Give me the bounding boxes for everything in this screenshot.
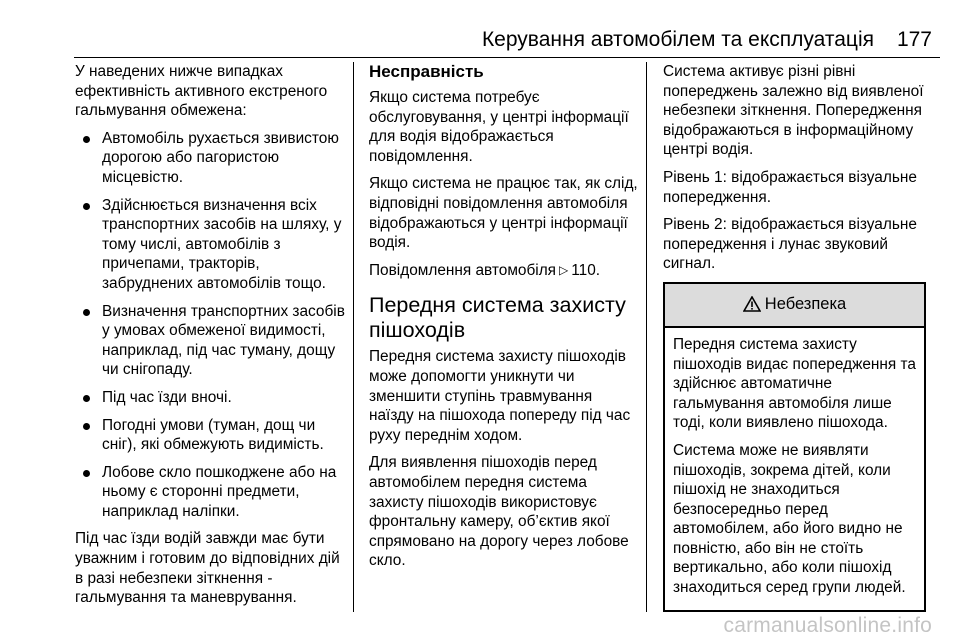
paragraph: Для виявлення пішоходів перед автомобілем передня система захисту пішоходів використовує фронтальну камеру, об’єктив якої спрямовано на дорогу через лобове скло. [369,454,629,570]
list-item: Автомобіль рухається звивистою дорогою або пагористою місцевістю. [75,129,347,188]
list-item: Визначення транспортних засобів у умовах обмеженої видимості, наприклад, під час туману, дощу чи снігопаду. [75,302,347,380]
paragraph: Якщо система потребує обслуговування, у центрі інформації для водія відображається повідомлення. [369,89,629,165]
warning-box [663,282,926,612]
column-3 [663,62,926,612]
bullet-icon [83,470,90,477]
paragraph: Передня система захисту пішоходів видає попередження та здійснює автоматичне гальмування автомобіля лише тоді, коли виявлено пішохода. [673,335,916,432]
warning-body [665,328,924,610]
section-title: Передня система захисту пішоходів [369,293,626,343]
page-title: Керування автомобілем та експлуатація [481,28,874,51]
bullet-icon [83,136,90,143]
paragraph: Рівень 1: відображається візуальне попередження. [663,168,917,206]
page-reference-icon: ▷ [559,262,569,277]
cross-reference: Повідомлення автомобіля ▷ 110. [369,261,601,279]
list-item: Під час їзди вночі. [75,388,347,408]
list-item: Лобове скло пошкоджене або на ньому є сторонні предмети, наприклад наліпки. [75,463,347,522]
column-1 [75,62,347,616]
paragraph: Система може не виявляти пішоходів, зокрема дітей, коли пішохід не знаходиться безпосередньо перед автомобілем, або його видно не повністю, або він не стоїть вертикально, або коли пішохід знаходиться серед групи людей. [673,441,906,597]
limitations-list [75,129,347,522]
page-header [0,0,960,58]
list-item: Погодні умови (туман, дощ чи сніг), які обмежують видимість. [75,416,347,455]
reference-link[interactable]: 110. [571,261,601,279]
column-divider [353,62,354,612]
intro-paragraph: У наведених нижче випадках ефективність активного екстреного гальмування обмежена: [75,63,328,120]
header-rule [74,57,940,58]
bullet-icon [83,309,90,316]
page-number: 177 [896,28,932,51]
paragraph: Рівень 2: відображається візуальне попередження і лунає звуковий сигнал. [663,216,917,273]
paragraph: Якщо система не працює так, як слід, відповідні повідомлення автомобіля відображаються у центрі інформації водія. [369,175,638,252]
bullet-icon [83,203,90,210]
bullet-icon [83,423,90,430]
watermark: carmanualsonline.info [723,614,932,637]
warning-title: Небезпека [764,295,847,314]
warning-header [665,284,924,328]
subheading-malfunction: Несправність [369,62,484,81]
paragraph: Передня система захисту пішоходів може допомогти уникнути чи зменшити ступінь травмування наїзду на пішохода попереду під час руху переднім ходом. [369,348,631,444]
bullet-icon [83,395,90,402]
outro-paragraph: Під час їзди водій завжди має бути уважним і готовим до відповідних дій в разі небезпеки зіткнення - гальмування та маневрування. [75,530,340,607]
column-2 [369,62,639,579]
list-item: Здійснюється визначення всіх транспортних засобів на шляху, у тому числі, автомобілів з причепами, тракторів, забруднених автомобілів тощо. [75,196,347,294]
warning-triangle-icon [743,296,761,312]
column-divider [646,62,647,612]
paragraph: Система активує різні рівні попереджень залежно від виявленої небезпеки зіткнення. Попередження відображаються в інформаційному центрі водія. [663,63,924,159]
